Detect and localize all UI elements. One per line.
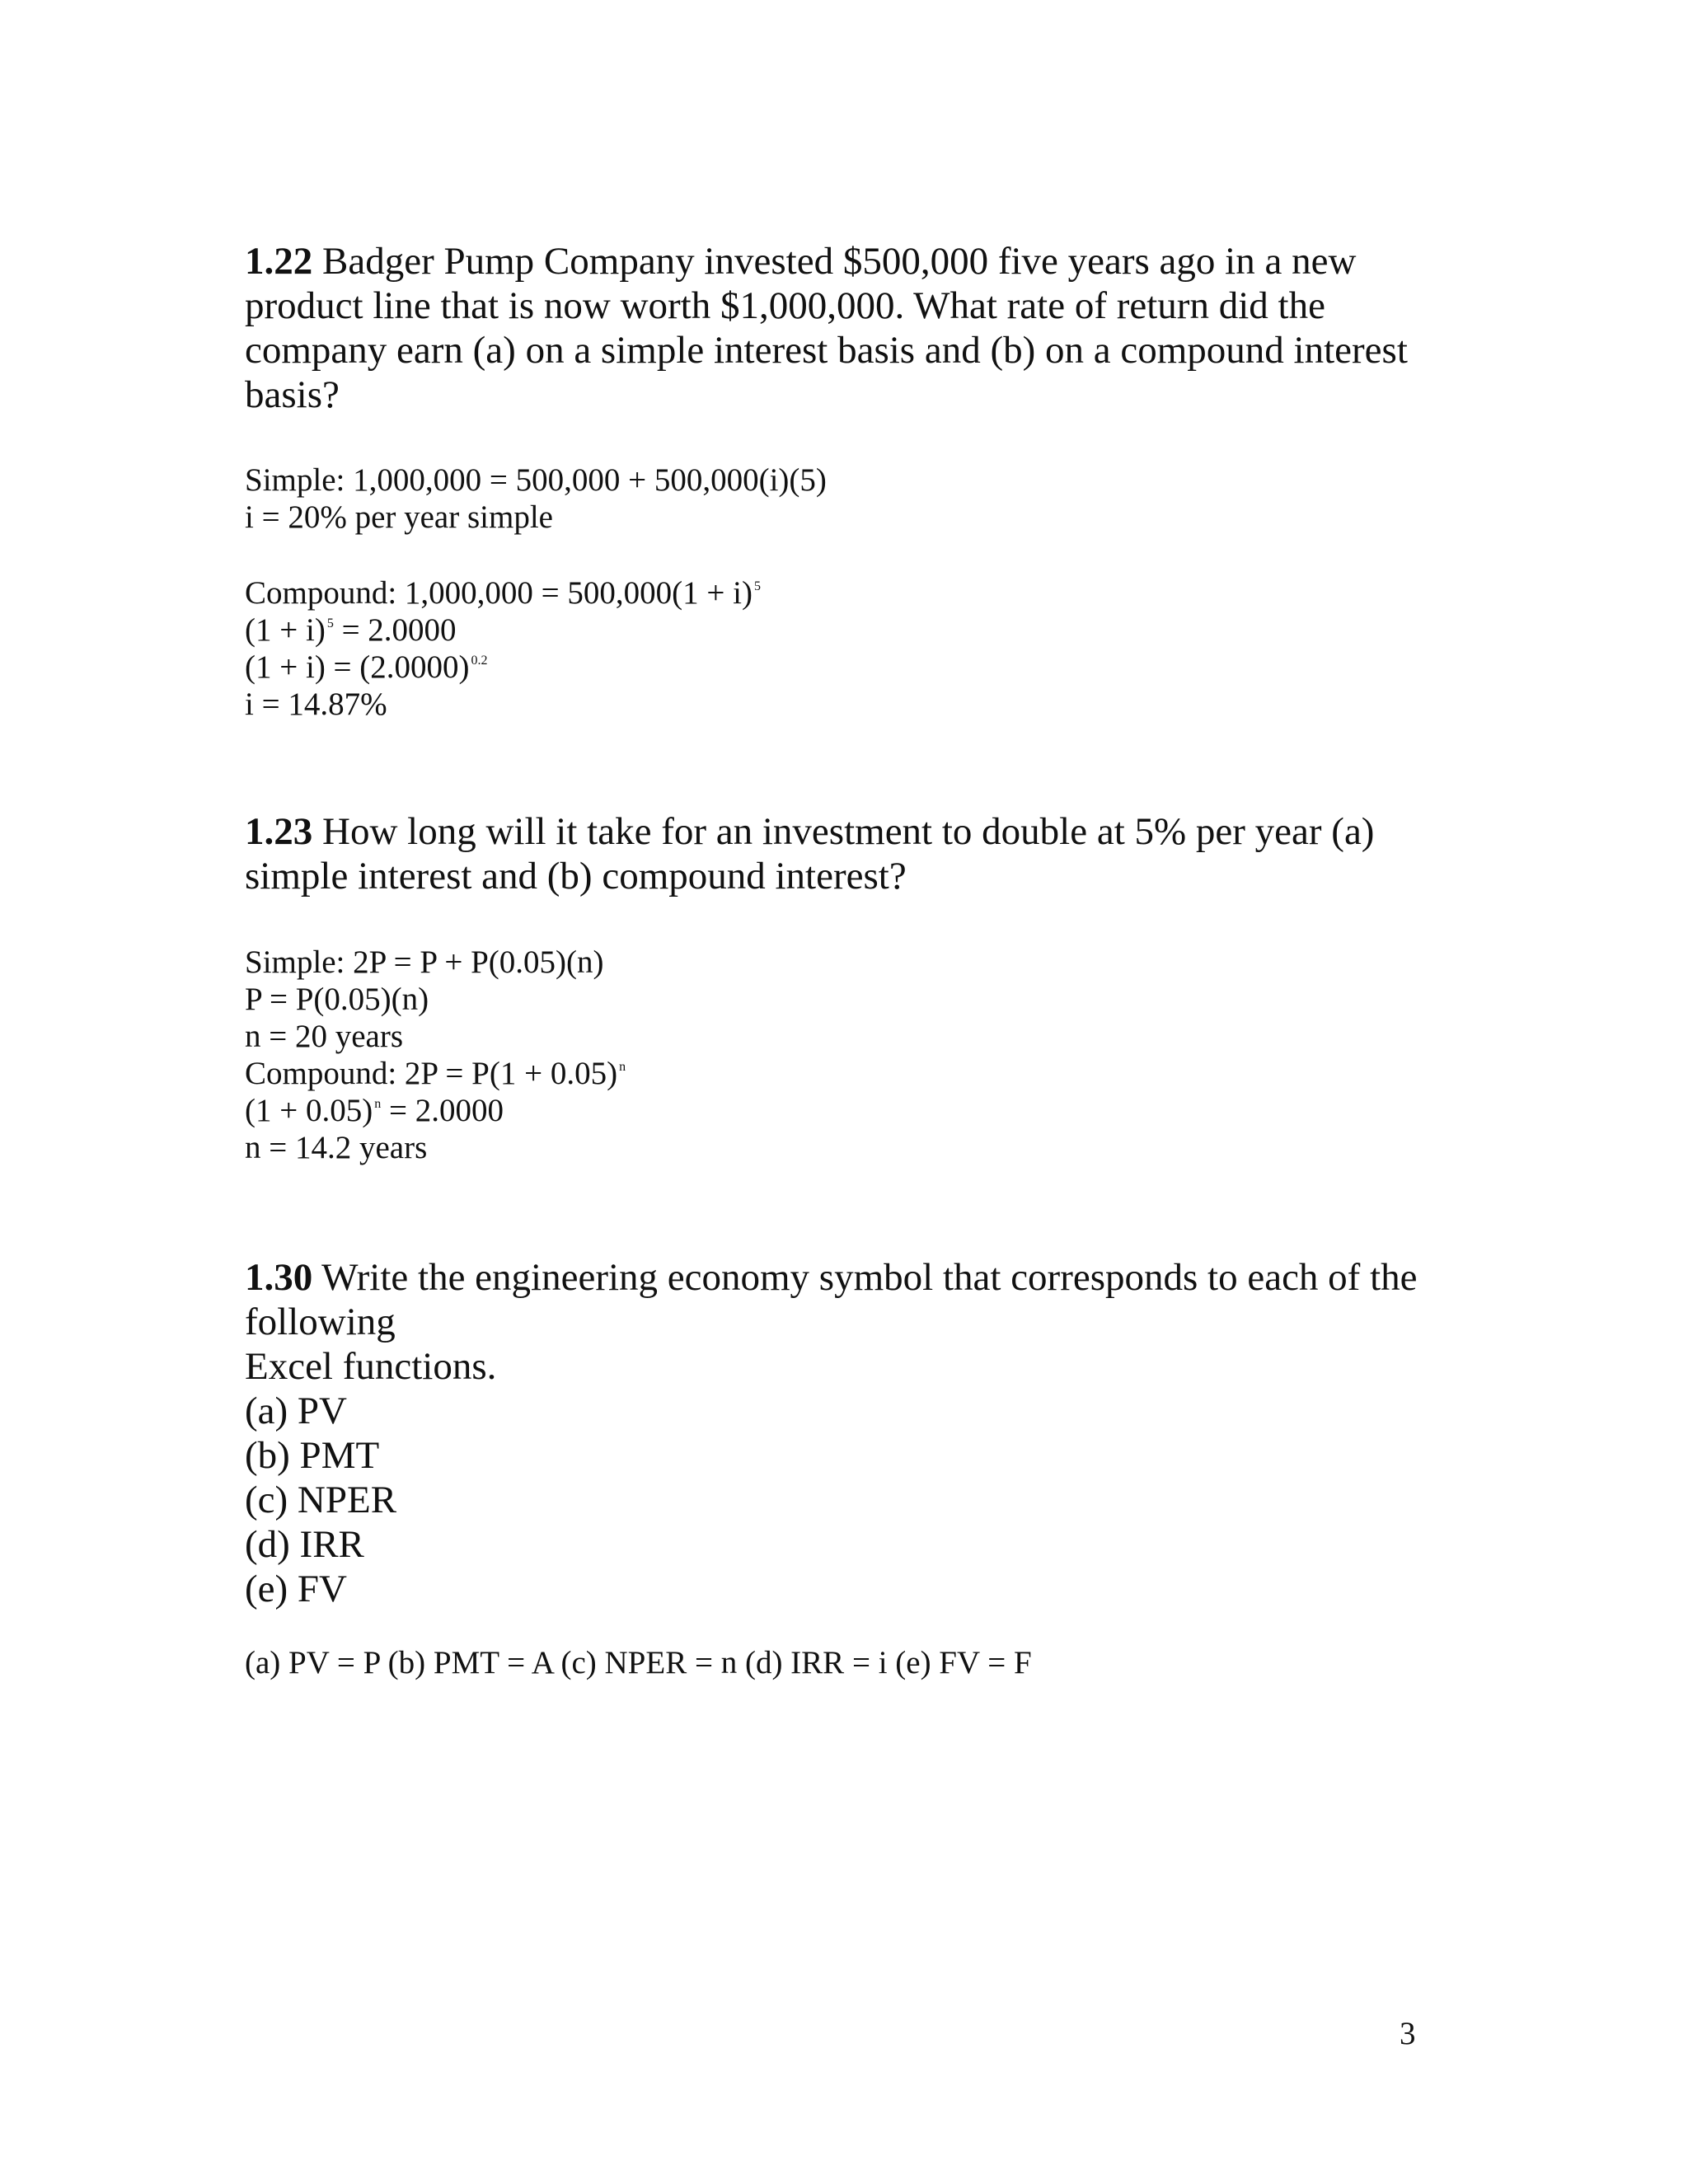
question-line bbox=[245, 1255, 1448, 1300]
question-text: How long will it take for an investment to double at 5% per year (a) bbox=[312, 810, 1375, 853]
equation-text: = 2.0000 bbox=[381, 1093, 504, 1128]
problem-1-23-question bbox=[245, 809, 1448, 898]
exponent: 5 bbox=[326, 616, 334, 630]
solution-line: n = 14.2 years bbox=[245, 1130, 428, 1165]
question-line: simple interest and (b) compound interest? bbox=[245, 855, 907, 898]
solution-line bbox=[245, 649, 1448, 686]
solution-line: (a) PV = P (b) PMT = A (c) NPER = n (d) IRR = i (e) FV = F bbox=[245, 1645, 1032, 1680]
question-line bbox=[245, 809, 1448, 854]
solution-line: P = P(0.05)(n) bbox=[245, 982, 429, 1017]
solution-line bbox=[245, 1055, 1448, 1092]
question-line: basis? bbox=[245, 373, 340, 416]
solution-line bbox=[245, 574, 1448, 612]
problem-1-22-simple-solution bbox=[245, 462, 1448, 536]
equation-text: (1 + 0.05) bbox=[245, 1093, 373, 1128]
list-item: (c) NPER bbox=[245, 1479, 397, 1521]
exponent: n bbox=[619, 1060, 626, 1074]
problem-1-30-question bbox=[245, 1255, 1448, 1611]
problem-1-30-answer bbox=[245, 1644, 1448, 1681]
problem-number: 1.23 bbox=[245, 810, 313, 853]
equation-text: (1 + i) bbox=[245, 612, 326, 648]
exponent: 5 bbox=[753, 579, 761, 593]
list-item: (e) FV bbox=[245, 1568, 347, 1610]
question-line: following bbox=[245, 1301, 396, 1343]
solution-line bbox=[245, 1092, 1448, 1129]
exponent: 0.2 bbox=[471, 654, 488, 668]
question-line: product line that is now worth $1,000,000. What rate of return did the bbox=[245, 284, 1325, 327]
problem-1-23-solution bbox=[245, 944, 1448, 1166]
problem-1-22-compound-solution bbox=[245, 574, 1448, 723]
equation-text: Compound: 2P = P(1 + 0.05) bbox=[245, 1056, 618, 1091]
equation-text: Compound: 1,000,000 = 500,000(1 + i) bbox=[245, 575, 753, 611]
equation-text: = 2.0000 bbox=[333, 612, 457, 648]
solution-line: i = 14.87% bbox=[245, 687, 387, 722]
question-text: Write the engineering economy symbol that corresponds to each of the bbox=[312, 1256, 1418, 1299]
solution-line: n = 20 years bbox=[245, 1019, 404, 1054]
solution-line: Simple: 2P = P + P(0.05)(n) bbox=[245, 944, 604, 980]
solution-line: Simple: 1,000,000 = 500,000 + 500,000(i)(5) bbox=[245, 462, 827, 498]
list-item: (d) IRR bbox=[245, 1523, 364, 1566]
problem-number: 1.30 bbox=[245, 1256, 313, 1299]
list-item: (b) PMT bbox=[245, 1434, 380, 1477]
list-item: (a) PV bbox=[245, 1390, 347, 1432]
equation-text: (1 + i) = (2.0000) bbox=[245, 649, 470, 685]
solution-line bbox=[245, 612, 1448, 649]
problem-1-22-question bbox=[245, 239, 1448, 417]
question-text: Badger Pump Company invested $500,000 five years ago in a new bbox=[312, 240, 1357, 283]
solution-line: i = 20% per year simple bbox=[245, 499, 553, 535]
page-number: 3 bbox=[1400, 2016, 1416, 2051]
question-line bbox=[245, 239, 1448, 284]
exponent: n bbox=[374, 1097, 382, 1111]
problem-number: 1.22 bbox=[245, 240, 313, 283]
question-line: Excel functions. bbox=[245, 1345, 497, 1388]
question-line: company earn (a) on a simple interest basis and (b) on a compound interest bbox=[245, 329, 1408, 372]
